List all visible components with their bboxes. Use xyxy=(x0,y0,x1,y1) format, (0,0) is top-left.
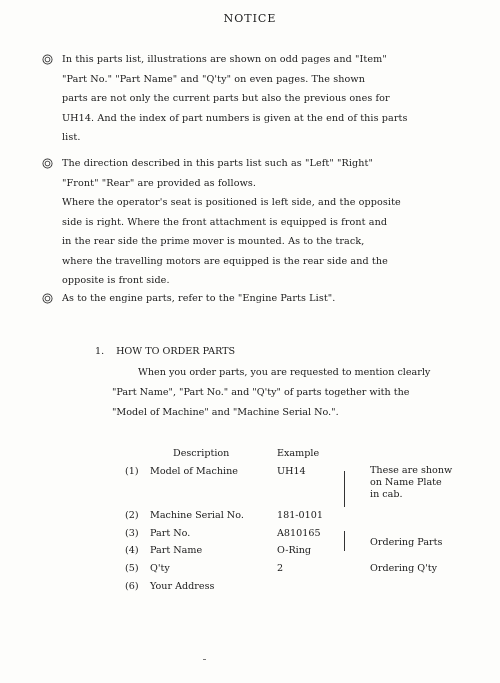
row-example: 2 xyxy=(277,563,284,574)
notice-line: Where the operator's seat is positioned is left side, and the opposite xyxy=(62,197,401,208)
brace-line xyxy=(344,471,345,507)
page-title: NOTICE xyxy=(223,12,277,25)
row-number: (2) xyxy=(125,510,139,521)
remark-line: These are shonw xyxy=(370,465,453,476)
row-example: 181-0101 xyxy=(277,510,323,521)
notice-line: side is right. Where the front attachment is equipped is front and xyxy=(62,216,388,228)
remark-line: in cab. xyxy=(370,489,403,500)
row-description: Part Name xyxy=(150,545,203,556)
notice-line: parts are not only the current parts but also the previous ones for xyxy=(62,93,390,104)
page-mark xyxy=(203,659,206,660)
row-example: O-Ring xyxy=(277,545,312,556)
notice-line: The direction described in this parts list such as "Left" "Right" xyxy=(62,158,373,169)
remark-line: on Name Plate xyxy=(370,477,442,488)
row-description: Your Address xyxy=(150,581,215,592)
column-header-description: Description xyxy=(173,448,230,459)
remark-name-plate xyxy=(370,465,452,501)
row-description: Machine Serial No. xyxy=(150,510,244,521)
notice-item xyxy=(62,289,472,309)
section-line: "Model of Machine" and "Machine Serial No.". xyxy=(112,407,339,418)
row-number: (6) xyxy=(125,581,139,592)
remark-ordering-qty: Ordering Q'ty xyxy=(370,563,438,574)
notice-line: In this parts list, illustrations are shown on odd pages and "Item" xyxy=(62,54,387,65)
double-circle-icon xyxy=(42,54,53,65)
row-number: (5) xyxy=(125,563,139,574)
row-number: (1) xyxy=(125,466,139,477)
row-number: (4) xyxy=(125,545,139,556)
notice-line: in the rear side the prime mover is mounted. As to the track, xyxy=(62,236,365,247)
notice-line: As to the engine parts, refer to the "Engine Parts List". xyxy=(62,293,336,304)
row-example: A810165 xyxy=(277,528,321,539)
section-body xyxy=(112,363,482,423)
notice-line: opposite is front side. xyxy=(62,275,170,286)
notice-item xyxy=(62,50,472,148)
brace-line xyxy=(344,531,345,551)
remark-ordering-parts: Ordering Parts xyxy=(370,537,443,548)
double-circle-icon xyxy=(42,158,53,169)
row-description: Model of Machine xyxy=(150,466,238,477)
column-header-example: Example xyxy=(277,448,320,459)
row-description: Q'ty xyxy=(150,563,170,574)
row-description: Part No. xyxy=(150,528,191,539)
notice-line: "Part No." "Part Name" and "Q'ty" on even pages. The shown xyxy=(62,73,365,85)
notice-line: where the travelling motors are equipped is the rear side and the xyxy=(62,255,388,267)
section-heading xyxy=(95,346,235,357)
section-line: "Part Name", "Part No." and "Q'ty" of parts together with the xyxy=(112,387,410,398)
notice-line: "Front" "Rear" are provided as follows. xyxy=(62,177,257,189)
notice-line: list. xyxy=(62,132,81,143)
row-example: UH14 xyxy=(277,466,306,477)
section-title: HOW TO ORDER PARTS xyxy=(116,346,236,357)
notice-item xyxy=(62,154,472,291)
section-number: 1. xyxy=(95,346,105,357)
notice-line: UH14. And the index of part numbers is given at the end of this parts xyxy=(62,112,408,124)
section-line: When you order parts, you are requested to mention clearly xyxy=(138,367,431,378)
double-circle-icon xyxy=(42,293,53,304)
row-number: (3) xyxy=(125,528,139,539)
